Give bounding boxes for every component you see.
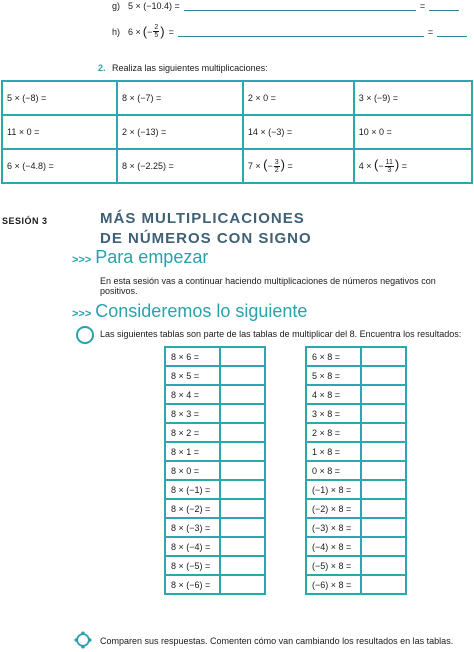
multiplication-prompt: 8 × (−3) = — [165, 518, 220, 537]
multiplication-prompt: 0 × 8 = — [306, 461, 361, 480]
multiplication-prompt: 2 × 8 = — [306, 423, 361, 442]
table-row — [165, 518, 265, 537]
grid-cell[interactable]: 4 × (− $\frac{11}{3}$ ) = — [354, 149, 472, 183]
fraction: $\frac{2}{5}$ — [154, 24, 159, 39]
grid-cell[interactable]: 2 × (−13) = — [117, 115, 243, 149]
table-row — [306, 537, 406, 556]
answer-cell[interactable] — [361, 537, 406, 556]
section-consideremos — [72, 301, 307, 322]
multiplication-prompt: 8 × 5 = — [165, 366, 220, 385]
question-text: Realiza las siguientes multiplicaciones: — [112, 63, 268, 73]
exercise-label: g) — [112, 0, 121, 11]
answer-cell[interactable] — [220, 347, 265, 366]
table-right — [305, 346, 407, 595]
answer-cell[interactable] — [220, 575, 265, 594]
multiplication-prompt: 8 × (−4) = — [165, 537, 220, 556]
exercise-h: h) 6 × ( − $\frac{2}{5}$ ) = = — [112, 24, 467, 39]
answer-cell[interactable] — [220, 442, 265, 461]
table-row — [165, 480, 265, 499]
individual-work-icon — [76, 326, 94, 344]
grid-cell[interactable]: 5 × (−8) = — [2, 81, 117, 115]
answer-cell[interactable] — [361, 442, 406, 461]
table-row — [306, 518, 406, 537]
equals-sign: = — [427, 26, 434, 37]
grid-cell[interactable]: 3 × (−9) = — [354, 81, 472, 115]
table-row — [306, 385, 406, 404]
table-row — [165, 385, 265, 404]
multiplication-prompt: (−2) × 8 = — [306, 499, 361, 518]
answer-line-result[interactable] — [437, 26, 467, 37]
grid-cell[interactable]: 8 × (−2.25) = — [117, 149, 243, 183]
table-row — [2, 149, 472, 183]
answer-cell[interactable] — [220, 461, 265, 480]
chevron-icon: >>> — [72, 308, 92, 320]
answer-cell[interactable] — [361, 404, 406, 423]
answer-cell[interactable] — [220, 385, 265, 404]
table-row — [306, 461, 406, 480]
table-row — [165, 499, 265, 518]
answer-line-result[interactable] — [429, 0, 459, 11]
table-row — [165, 404, 265, 423]
answer-cell[interactable] — [220, 480, 265, 499]
table-row — [306, 556, 406, 575]
question-number: 2. — [98, 63, 106, 73]
multiplication-prompt: (−5) × 8 = — [306, 556, 361, 575]
table-row — [165, 556, 265, 575]
answer-cell[interactable] — [361, 347, 406, 366]
multiplication-prompt: 8 × 4 = — [165, 385, 220, 404]
multiplication-prompt: 8 × (−5) = — [165, 556, 220, 575]
multiplication-grid — [1, 80, 473, 184]
grid-cell[interactable]: 11 × 0 = — [2, 115, 117, 149]
question-2 — [98, 63, 268, 73]
multiplication-prompt: 8 × (−6) = — [165, 575, 220, 594]
equals-sign: = — [168, 26, 174, 37]
table-row — [165, 537, 265, 556]
answer-cell[interactable] — [220, 499, 265, 518]
table-row — [165, 366, 265, 385]
table-row — [165, 442, 265, 461]
grid-cell[interactable]: 14 × (−3) = — [243, 115, 354, 149]
table-row — [306, 442, 406, 461]
multiplication-prompt: 6 × 8 = — [306, 347, 361, 366]
chevron-icon: >>> — [72, 254, 92, 266]
answer-cell[interactable] — [361, 499, 406, 518]
table-row — [306, 366, 406, 385]
multiplication-prompt: 4 × 8 = — [306, 385, 361, 404]
minus-sign: − — [147, 26, 153, 37]
grid-cell[interactable]: 6 × (−4.8) = — [2, 149, 117, 183]
answer-cell[interactable] — [361, 480, 406, 499]
multiplication-prompt: 8 × 0 = — [165, 461, 220, 480]
exercise-expression: 6 × — [128, 26, 141, 37]
table-row — [306, 499, 406, 518]
multiplication-prompt: 8 × (−1) = — [165, 480, 220, 499]
multiplication-prompt: 8 × 6 = — [165, 347, 220, 366]
answer-cell[interactable] — [361, 366, 406, 385]
answer-cell[interactable] — [220, 404, 265, 423]
section-title: Para empezar — [95, 247, 209, 267]
table-row — [165, 423, 265, 442]
multiplication-prompt: 8 × 1 = — [165, 442, 220, 461]
equals-sign: = — [419, 0, 426, 11]
grid-cell[interactable]: 2 × 0 = — [243, 81, 354, 115]
table-row — [165, 575, 265, 594]
grid-cell[interactable]: 8 × (−7) = — [117, 81, 243, 115]
answer-cell[interactable] — [361, 518, 406, 537]
table-row — [165, 347, 265, 366]
table-row — [306, 480, 406, 499]
table-row — [165, 461, 265, 480]
answer-cell[interactable] — [361, 461, 406, 480]
multiplication-prompt: (−4) × 8 = — [306, 537, 361, 556]
fraction: $\frac{3}{2}$ — [274, 159, 279, 175]
para-empezar-text: En esta sesión vas a continuar haciendo multiplicaciones de números negativos con positivos. — [100, 276, 436, 296]
answer-line[interactable] — [178, 26, 424, 37]
answer-cell[interactable] — [220, 423, 265, 442]
table-row — [306, 347, 406, 366]
fraction: $\frac{11}{3}$ — [385, 159, 393, 175]
footer-text: Comparen sus respuestas. Comenten cómo van cambiando los resultados en las tablas. — [100, 636, 454, 646]
multiplication-prompt: 5 × 8 = — [306, 366, 361, 385]
multiplication-prompt: (−6) × 8 = — [306, 575, 361, 594]
multiplication-prompt: 8 × 3 = — [165, 404, 220, 423]
multiplication-prompt: (−3) × 8 = — [306, 518, 361, 537]
answer-cell[interactable] — [361, 575, 406, 594]
session-title-line1: MÁS MULTIPLICACIONES — [100, 210, 305, 227]
table-row — [306, 404, 406, 423]
session-label: SESIÓN 3 — [2, 216, 48, 226]
grid-cell[interactable]: 10 × 0 = — [354, 115, 472, 149]
multiplication-prompt: 8 × (−2) = — [165, 499, 220, 518]
table-row — [2, 115, 472, 149]
exercise-expression: 5 × (−10.4) = — [128, 0, 180, 11]
team-work-icon — [74, 631, 92, 649]
answer-line[interactable] — [184, 0, 416, 11]
answer-cell[interactable] — [220, 556, 265, 575]
multiplication-prompt: 8 × 2 = — [165, 423, 220, 442]
consideremos-text: Las siguientes tablas son parte de las tablas de multiplicar del 8. Encuentra los resultados: — [100, 329, 462, 339]
answer-cell[interactable] — [361, 556, 406, 575]
multiplication-prompt: 1 × 8 = — [306, 442, 361, 461]
section-title: Consideremos lo siguiente — [95, 301, 308, 321]
table-row — [306, 423, 406, 442]
answer-cell[interactable] — [220, 366, 265, 385]
table-left — [164, 346, 266, 595]
answer-cell[interactable] — [220, 537, 265, 556]
section-para-empezar — [72, 247, 208, 268]
answer-cell[interactable] — [220, 518, 265, 537]
answer-cell[interactable] — [361, 385, 406, 404]
answer-cell[interactable] — [361, 423, 406, 442]
exercise-g — [112, 0, 459, 11]
session-title-line2: DE NÚMEROS CON SIGNO — [100, 230, 312, 247]
multiplication-prompt: (−1) × 8 = — [306, 480, 361, 499]
exercise-label: h) — [112, 26, 121, 37]
grid-cell[interactable]: 7 × (− $\frac{3}{2}$ ) = — [243, 149, 354, 183]
multiplication-prompt: 3 × 8 = — [306, 404, 361, 423]
table-row — [2, 81, 472, 115]
table-row — [306, 575, 406, 594]
